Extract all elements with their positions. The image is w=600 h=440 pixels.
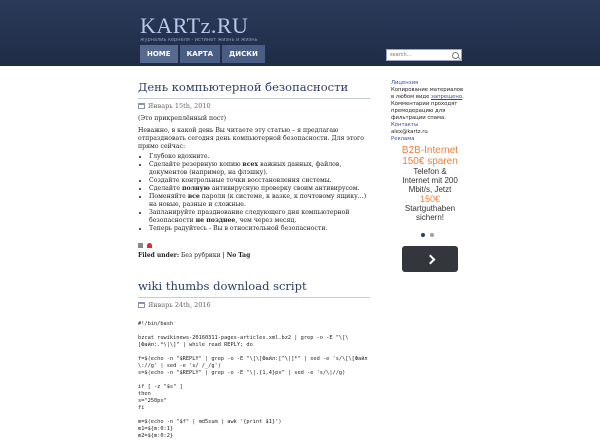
- post-intro: Неважно, в какой день Вы читаете эту статью – я предлагаю отпраздновать сегодня день компьютерной безопасности. Для этого прямо сейчас:: [138, 127, 364, 150]
- code-block: #!/bin/bash bzcat ruwikinews-20160311-pages-articles.xml.bz2 | grep -o -E "\[\ [Файл:.*\|\]" | while read REPLY; do f=$(echo -n "$REPLY" | grep -o -E "\[\[Файл:[^\|]*" | sed -e 's/\[\[Файл \://g' | sed -e 's/ /_/g') s=$(echo -n "$REPLY" | grep -o -E "\|.{1,4}px" | sed -e 's/\|//g) if [ -z "$s" ] then s="250px" fi m=$(echo -n "$f" | md5sum | awk '{print $1}') m1=${m:0:1} m2=${m:0:2}: [138, 321, 368, 439]
- email-address[interactable]: alex@kartz.ru: [391, 129, 428, 135]
- post-title[interactable]: День компьютерной безопасности: [138, 80, 349, 94]
- sticky-note: (Это прикреплённый пост): [138, 115, 227, 122]
- ad-line: Internet mit 200: [402, 176, 458, 185]
- search-icon[interactable]: [452, 52, 459, 59]
- filed-under: Filed under: Без рубрики | No Tag: [138, 252, 251, 259]
- nav-bar: [0, 44, 600, 66]
- nav-item-home[interactable]: HOME: [140, 45, 178, 63]
- ad-banner[interactable]: [395, 146, 465, 230]
- ad-line: Telefon &: [413, 167, 447, 176]
- list-item: • Поменяйте все пароли (к системе, к вазке, к почтовому ящику...) на новые, разные и сложные.: [149, 193, 370, 209]
- divider: [138, 98, 370, 99]
- site-title[interactable]: KARTz.RU: [140, 13, 249, 38]
- checklist: [149, 153, 370, 233]
- license-title: Лицензия: [391, 80, 419, 86]
- post-date-2: Январь 24th, 2016: [148, 301, 211, 309]
- carousel-dots: [421, 233, 434, 237]
- comments-note: Комментарии проходят премодерацию для фильтрации спама.: [391, 101, 458, 121]
- share-row: [138, 243, 370, 248]
- search-input[interactable]: [390, 52, 450, 58]
- carousel-dot[interactable]: [430, 233, 434, 237]
- license-link[interactable]: запрещено: [431, 94, 463, 100]
- ad-line: 150€ sparen: [402, 156, 458, 167]
- list-item: • Глубоко вдохните.: [149, 153, 370, 161]
- post-meta: [138, 102, 370, 110]
- nav-item-map[interactable]: КАРТА: [180, 45, 220, 63]
- heart-icon[interactable]: [147, 243, 152, 248]
- main-content: [138, 72, 370, 440]
- ad-line: Mbit/s, Jetzt: [408, 185, 452, 194]
- next-button[interactable]: [402, 246, 458, 272]
- calendar-icon: [138, 103, 145, 109]
- post-body: [138, 115, 370, 233]
- ad-line: 150€: [419, 194, 441, 204]
- nav-item-disks[interactable]: ДИСКИ: [222, 45, 265, 63]
- post-title-2[interactable]: wiki thumbs download script: [138, 279, 307, 293]
- list-item: • Сделайте полную антивирусную проверку своим антивирусом.: [149, 185, 370, 193]
- chevron-right-icon: [425, 254, 435, 264]
- calendar-icon: [138, 302, 145, 308]
- list-item: • Запланируйте празднование следующего дня компьютерной безопасности не позднее, чем через месяц.: [149, 209, 370, 225]
- site-tagline: журналиь кернеля - истинет жизнь и жизнь: [140, 37, 258, 43]
- site-header: [0, 0, 600, 66]
- post-date: Январь 15th, 2010: [148, 102, 211, 110]
- list-item: • Теперь радуйтесь - Вы в относительной безопасности.: [149, 225, 370, 233]
- post-meta-2: [138, 301, 370, 309]
- divider: [138, 297, 370, 298]
- sidebar: [391, 80, 466, 143]
- speaker-icon[interactable]: [138, 243, 143, 248]
- main-nav: [140, 45, 265, 63]
- ad-line: B2B-Internet: [401, 145, 459, 156]
- ad-line: Startguthaben: [404, 204, 456, 213]
- carousel-dot[interactable]: [421, 233, 425, 237]
- list-item: • Сделайте резервную копию всех важных данных, файлов, документов (например, на флэшку).: [149, 161, 370, 177]
- search-box: [386, 49, 462, 61]
- ad-line: sichern!: [415, 213, 444, 222]
- contacts-title: Контакты: [391, 122, 419, 128]
- tag-link[interactable]: No Tag: [226, 252, 251, 259]
- filed-label: Filed under:: [138, 252, 180, 259]
- license-section: Лицензия Копирование материалов в любом виде запрещено. Комментарии проходят премодерацию для фильтрации спама. Контакты alex@kartz.ru Реклама: [391, 80, 466, 143]
- ads-title: Реклама: [391, 136, 415, 142]
- category-link[interactable]: Без рубрики: [180, 252, 221, 259]
- list-item: • Создайте контрольные точки восстановления системы.: [149, 177, 370, 185]
